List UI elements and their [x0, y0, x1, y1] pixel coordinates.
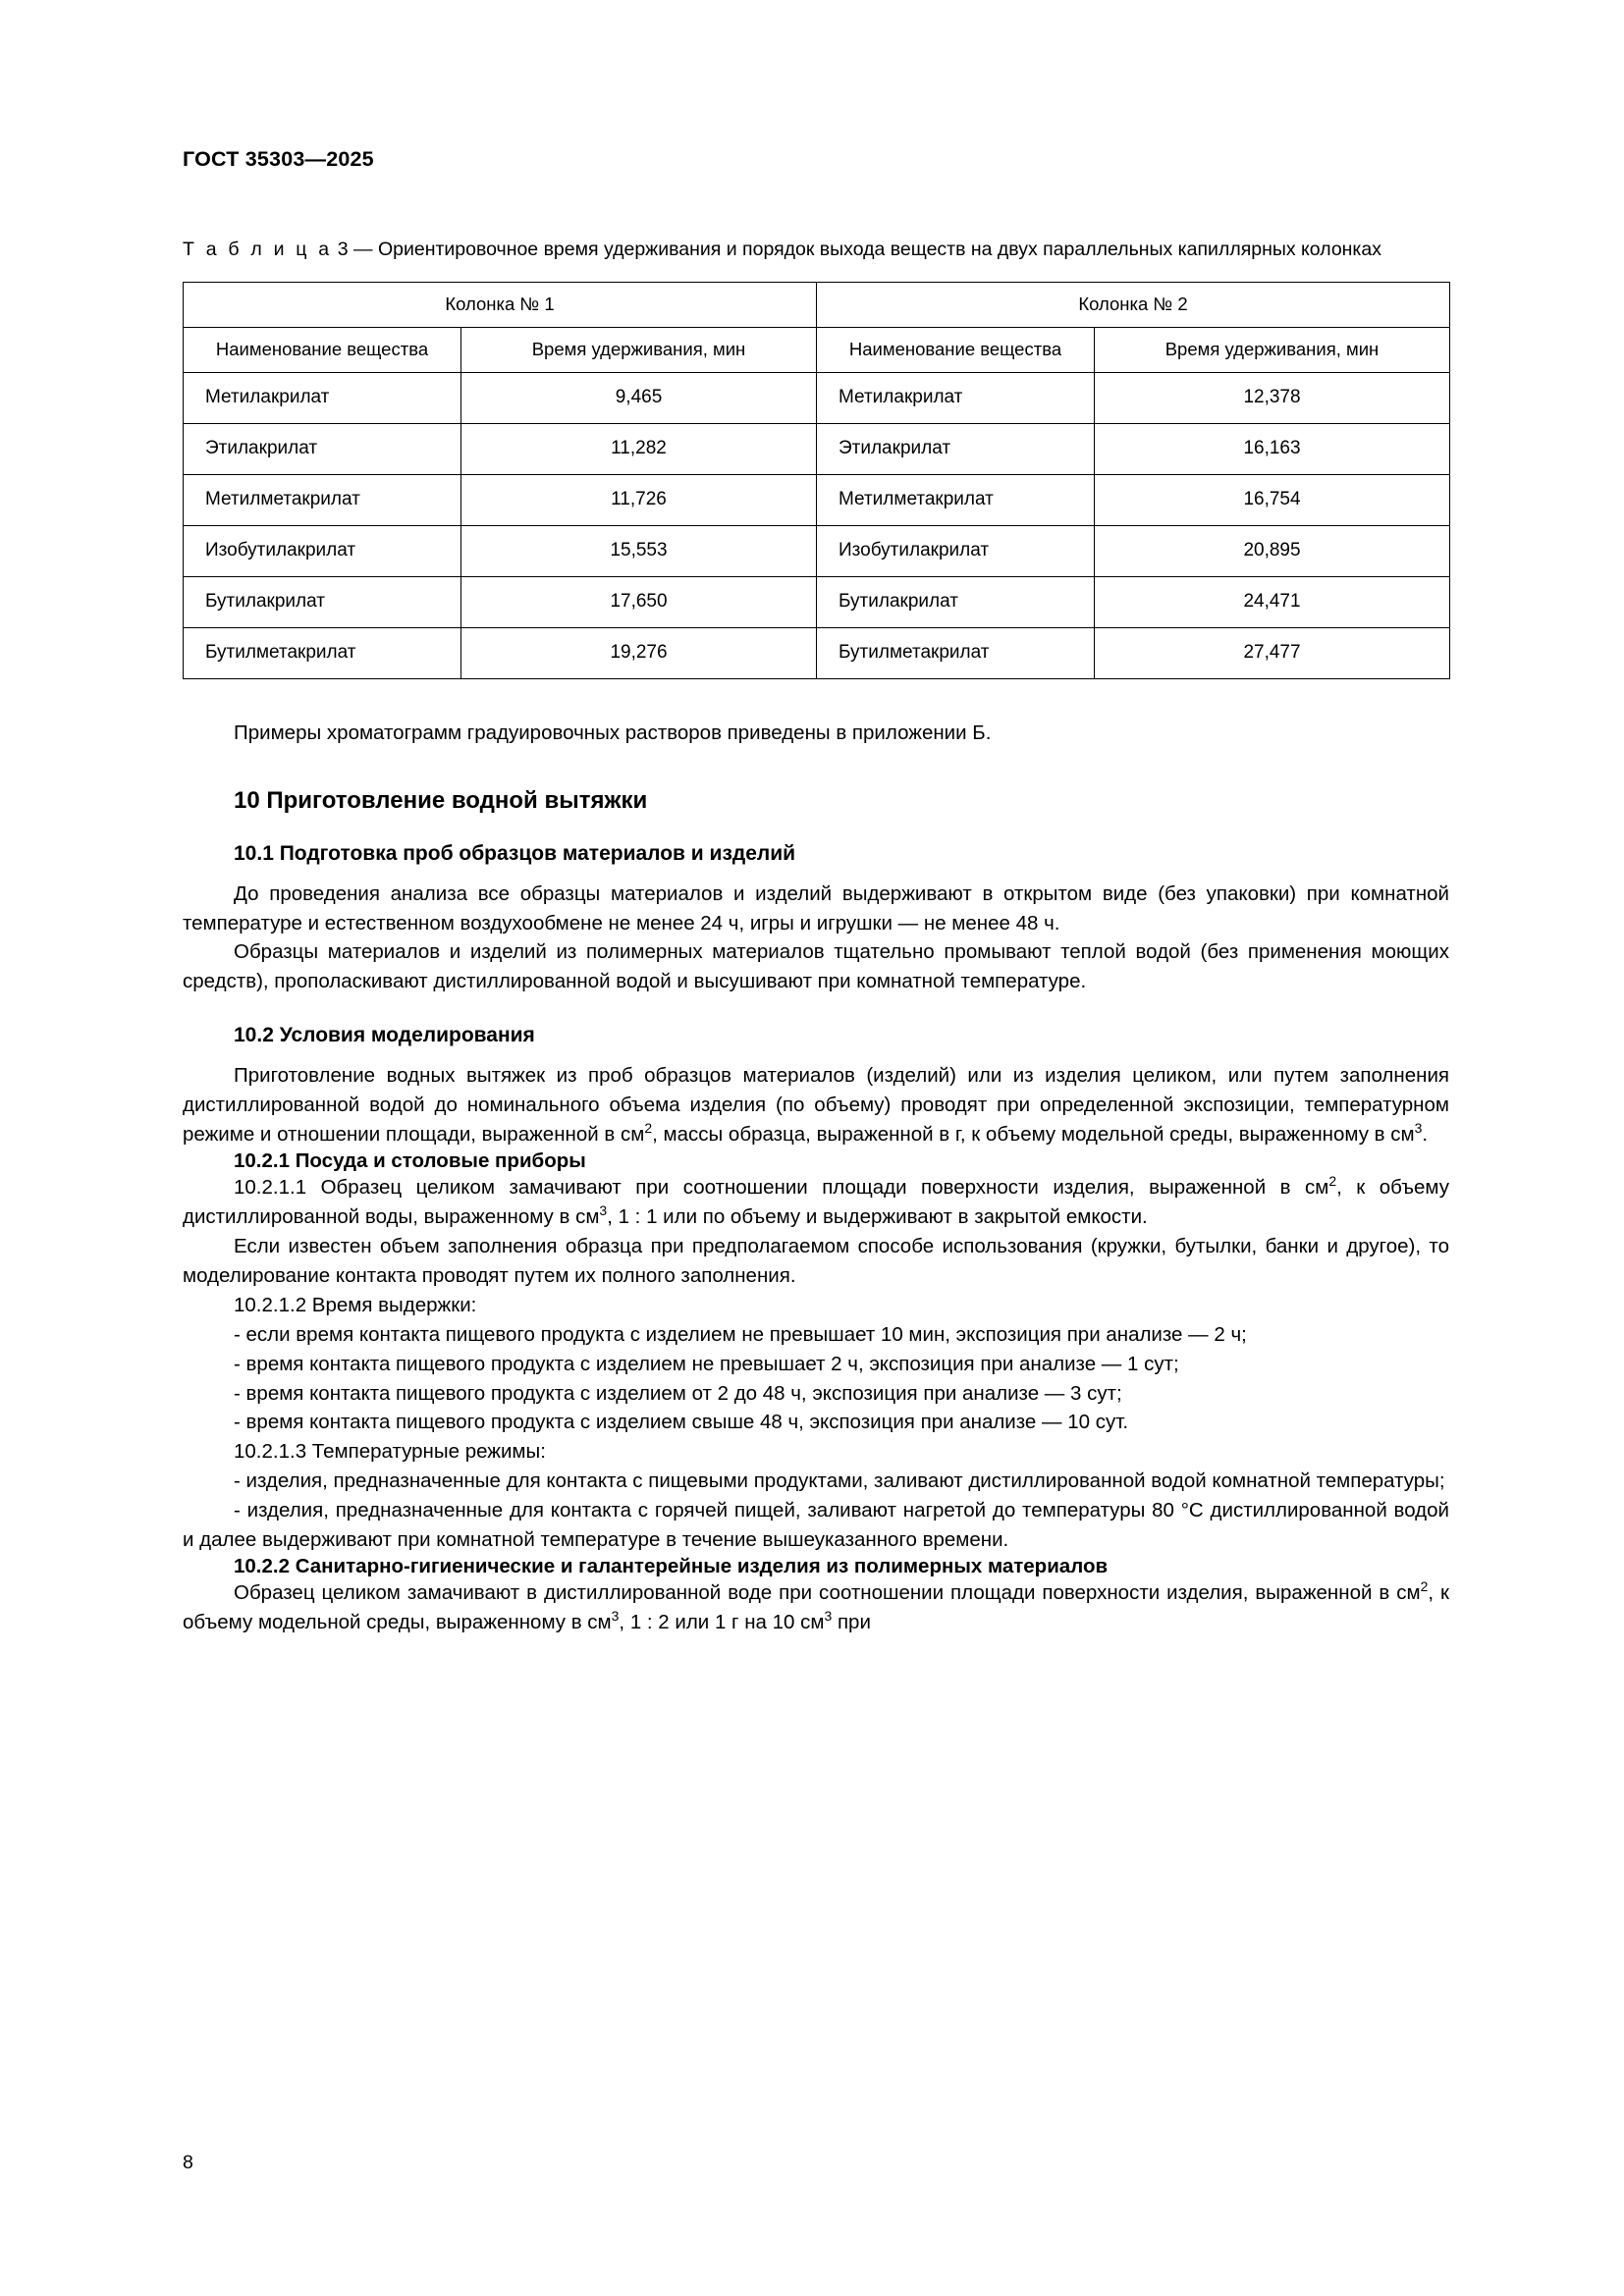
cell-time-1: 11,282 — [461, 423, 817, 474]
paragraph-10-2-part2: , массы образца, выраженной в г, к объему модельной среды, выраженному в см — [652, 1123, 1415, 1147]
cell-time-2: 12,378 — [1095, 372, 1450, 423]
heading-section-10-2: 10.2 Условия моделирования — [234, 1024, 535, 1047]
table-caption-label: Т а б л и ц а — [183, 239, 333, 260]
retention-time-table — [183, 282, 1450, 679]
list-item: - время контакта пищевого продукта с изделием от 2 до 48 ч, экспозиция при анализе — 3 сут; — [234, 1381, 1122, 1405]
cell-substance-2: Этилакрилат — [817, 423, 1095, 474]
paragraph-10-2-2-part2: , к объему модельной среды, выраженному в см — [183, 1581, 1449, 1633]
list-item: - изделия, предназначенные для контакта с горячей пищей, заливают нагретой до температуры 80 °С дистиллированной водой и далее выдерживают при комнатной температуре в течение вышеуказанного времени. — [183, 1499, 1449, 1552]
paragraph-10-2-1-2-title: 10.2.1.2 Время выдержки: — [234, 1293, 477, 1316]
paragraph-10-2-intro — [183, 1061, 1449, 1149]
cell-substance-1: Бутилакрилат — [184, 576, 461, 627]
superscript-square: 2 — [1420, 1578, 1429, 1595]
paragraph-10-2-1-1 — [183, 1173, 1449, 1232]
table-group-header-col1: Колонка № 1 — [184, 282, 817, 327]
cell-substance-1: Бутилметакрилат — [184, 627, 461, 678]
list-item: - время контакта пищевого продукта с изделием свыше 48 ч, экспозиция при анализе — 10 сут. — [234, 1411, 1129, 1434]
heading-section-10-2-2: 10.2.2 Санитарно-гигиенические и галантерейные изделия из полимерных материалов — [234, 1555, 1109, 1578]
cell-time-1: 9,465 — [461, 372, 817, 423]
paragraph-10-2-2-part1: Образец целиком замачивают в дистиллированной воде при соотношении площади поверхности изделия, выраженной в см — [234, 1581, 1421, 1605]
paragraph-10-2-part1: Приготовление водных вытяжек из проб образцов материалов (изделий) или из изделия целиком, или путем заполнения дистиллированной водой до номинального объема изделия (по объему) проводят при определенной экспозиции, температурном режиме и отношении площади, выраженной в см — [183, 1064, 1449, 1147]
cell-time-1: 19,276 — [461, 627, 817, 678]
cell-substance-2: Метилакрилат — [817, 372, 1095, 423]
cell-time-1: 17,650 — [461, 576, 817, 627]
cell-substance-1: Метилметакрилат — [184, 474, 461, 525]
paragraph-10-1-a: До проведения анализа все образцы материалов и изделий выдерживают в открытом виде (без упаковки) при комнатной температуре и естественном воздухообмене не менее 24 ч, игры и игрушки — не менее 48 ч. — [183, 881, 1449, 934]
table-caption-text: — Ориентировочное время удерживания и порядок выхода веществ на двух параллельных капиллярных колонках — [353, 239, 1381, 260]
paragraph-10-2-2-part3: , 1 : 2 или 1 г на 10 см — [619, 1610, 825, 1633]
heading-section-10-1: 10.1 Подготовка проб образцов материалов и изделий — [234, 841, 796, 865]
cell-substance-1: Этилакрилат — [184, 423, 461, 474]
cell-time-2: 27,477 — [1095, 627, 1450, 678]
table-row — [184, 627, 1450, 678]
cell-time-2: 16,754 — [1095, 474, 1450, 525]
table-head — [184, 282, 1450, 372]
table-group-header-row — [184, 282, 1450, 327]
table-row — [184, 423, 1450, 474]
paragraph-10-2-2-part4: при — [832, 1610, 871, 1633]
page-number: 8 — [183, 2152, 193, 2173]
heading-section-10-2-1: 10.2.1 Посуда и столовые приборы — [234, 1149, 586, 1173]
superscript-cube: 3 — [824, 1608, 833, 1625]
cell-time-1: 11,726 — [461, 474, 817, 525]
table-body — [184, 372, 1450, 678]
table-row — [184, 372, 1450, 423]
paragraph-10-1-b: Образцы материалов и изделий из полимерных материалов тщательно промывают теплой водой (без применения моющих средств), прополаскивают дистиллированной водой и высушивают при комнатной температуре. — [183, 940, 1449, 993]
table-col-header-time-1: Время удерживания, мин — [461, 327, 817, 372]
table-col-header-substance-1: Наименование вещества — [184, 327, 461, 372]
paragraph-10-2-1-1-part3: , 1 : 1 или по объему и выдерживают в закрытой емкости. — [607, 1204, 1148, 1228]
list-item: - изделия, предназначенные для контакта с пищевыми продуктами, заливают дистиллированной водой комнатной температуры; — [234, 1469, 1445, 1493]
superscript-cube: 3 — [1414, 1120, 1423, 1137]
table-row — [184, 474, 1450, 525]
paragraph-chromatograms-note: Примеры хроматограмм градуировочных растворов приведены в приложении Б. — [234, 721, 992, 744]
table-caption — [183, 237, 1449, 264]
page-content — [183, 147, 1449, 1637]
cell-substance-2: Изобутилакрилат — [817, 525, 1095, 576]
heading-section-10: 10 Приготовление водной вытяжки — [234, 786, 648, 814]
superscript-square: 2 — [1328, 1173, 1337, 1190]
paragraph-10-2-1-1-part1: 10.2.1.1 Образец целиком замачивают при соотношении площади поверхности изделия, выраженной в см — [234, 1176, 1329, 1200]
superscript-cube: 3 — [611, 1608, 620, 1625]
document-standard-number: ГОСТ 35303—2025 — [183, 147, 374, 171]
table-column-header-row — [184, 327, 1450, 372]
cell-substance-2: Метилметакрилат — [817, 474, 1095, 525]
table-row — [184, 576, 1450, 627]
superscript-cube: 3 — [599, 1202, 608, 1219]
table-caption-number: 3 — [337, 239, 349, 260]
list-item: - если время контакта пищевого продукта с изделием не превышает 10 мин, экспозиция при анализе — 2 ч; — [234, 1322, 1247, 1346]
paragraph-10-2-2 — [183, 1578, 1449, 1637]
paragraph-10-2-1-1-part2: , к объему дистиллированной воды, выраженному в см — [183, 1176, 1449, 1228]
paragraph-10-2-1-1-fill: Если известен объем заполнения образца при предполагаемом способе использования (кружки, бутылки, банки и другое), то моделирование контакта проводят путем их полного заполнения. — [183, 1234, 1449, 1287]
cell-time-2: 24,471 — [1095, 576, 1450, 627]
cell-time-2: 20,895 — [1095, 525, 1450, 576]
list-item: - время контакта пищевого продукта с изделием не превышает 2 ч, экспозиция при анализе — 1 сут; — [234, 1352, 1179, 1375]
paragraph-10-2-1-3-title: 10.2.1.3 Температурные режимы: — [234, 1440, 546, 1464]
paragraph-10-2-part3: . — [1422, 1123, 1429, 1147]
table-row — [184, 525, 1450, 576]
cell-substance-2: Бутилметакрилат — [817, 627, 1095, 678]
cell-time-1: 15,553 — [461, 525, 817, 576]
cell-time-2: 16,163 — [1095, 423, 1450, 474]
table-group-header-col2: Колонка № 2 — [817, 282, 1450, 327]
cell-substance-1: Изобутилакрилат — [184, 525, 461, 576]
superscript-square: 2 — [644, 1120, 653, 1137]
cell-substance-2: Бутилакрилат — [817, 576, 1095, 627]
table-col-header-substance-2: Наименование вещества — [817, 327, 1095, 372]
table-col-header-time-2: Время удерживания, мин — [1095, 327, 1450, 372]
cell-substance-1: Метилакрилат — [184, 372, 461, 423]
